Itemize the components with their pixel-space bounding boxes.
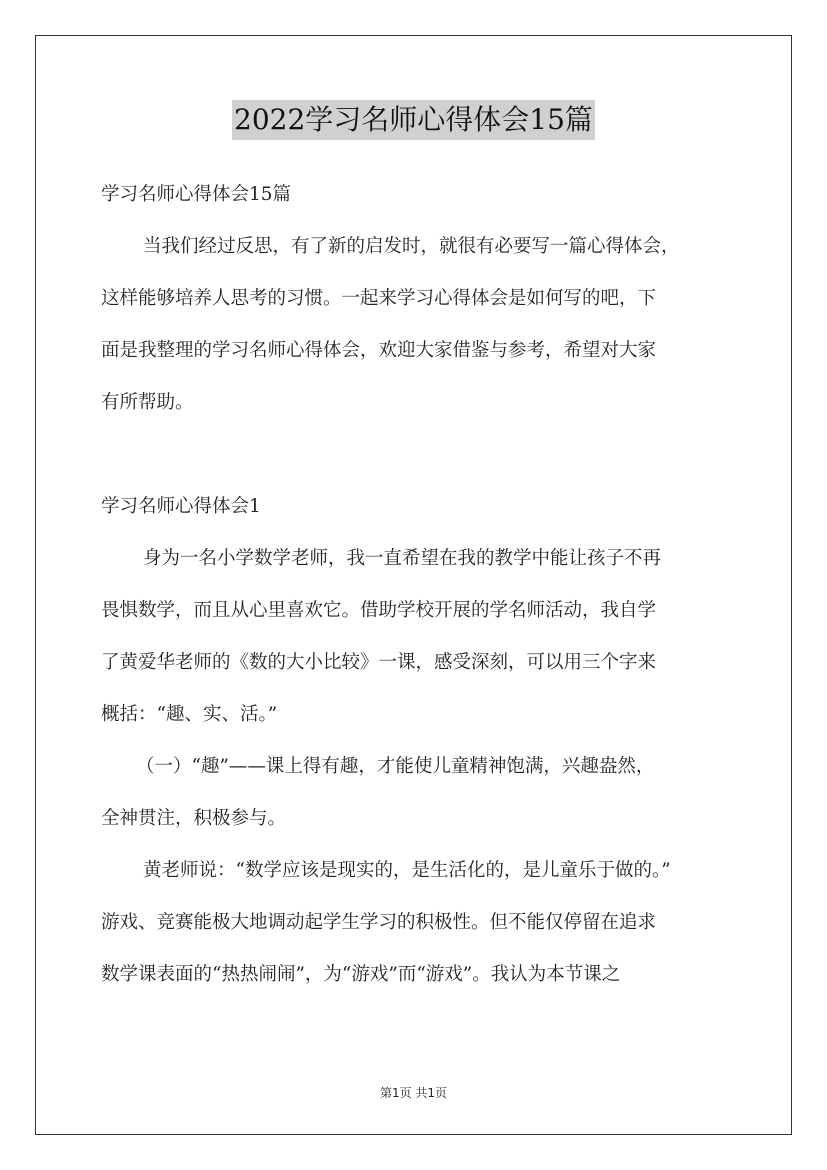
section-line: 身为一名小学数学老师，我一直希望在我的教学中能让孩子不再 [143, 548, 662, 569]
document-title-text: 2022学习名师心得体会15篇 [232, 100, 595, 140]
subtitle: 学习名师心得体会15篇 [101, 184, 292, 205]
section-line: 全神贯注，积极参与。 [101, 808, 287, 829]
paragraph-gap [101, 438, 741, 490]
document-title [0, 100, 827, 140]
section-line: 数学课表面的“热热闹闹”，为“游戏”而“游戏”。我认为本节课之 [101, 964, 621, 985]
section-line: 游戏、竞赛能极大地调动起学生学习的积极性。但不能仅停留在追求 [101, 912, 657, 933]
section-line: 畏惧数学，而且从心里喜欢它。借助学校开展的学名师活动，我自学 [101, 600, 657, 621]
intro-line: 当我们经过反思，有了新的启发时，就很有必要写一篇心得体会， [143, 236, 680, 257]
intro-line: 有所帮助。 [101, 392, 194, 413]
section-heading: 学习名师心得体会1 [101, 496, 261, 517]
document-body [101, 178, 741, 1010]
section-line: 概括：“趣、实、活。” [101, 704, 278, 725]
intro-line: 这样能够培养人思考的习惯。一起来学习心得体会是如何写的吧，下 [101, 288, 657, 309]
section-line: （一）“趣”——课上得有趣，才能使儿童精神饱满，兴趣盎然， [136, 756, 655, 777]
intro-line: 面是我整理的学习名师心得体会，欢迎大家借鉴与参考，希望对大家 [101, 340, 657, 361]
section-line: 了黄爱华老师的《数的大小比较》一课，感受深刻，可以用三个字来 [101, 652, 657, 673]
page-footer [0, 1084, 827, 1101]
page-number: 第1页 共1页 [379, 1086, 448, 1100]
section-line: 黄老师说：“数学应该是现实的，是生活化的，是儿童乐于做的。” [143, 860, 671, 881]
